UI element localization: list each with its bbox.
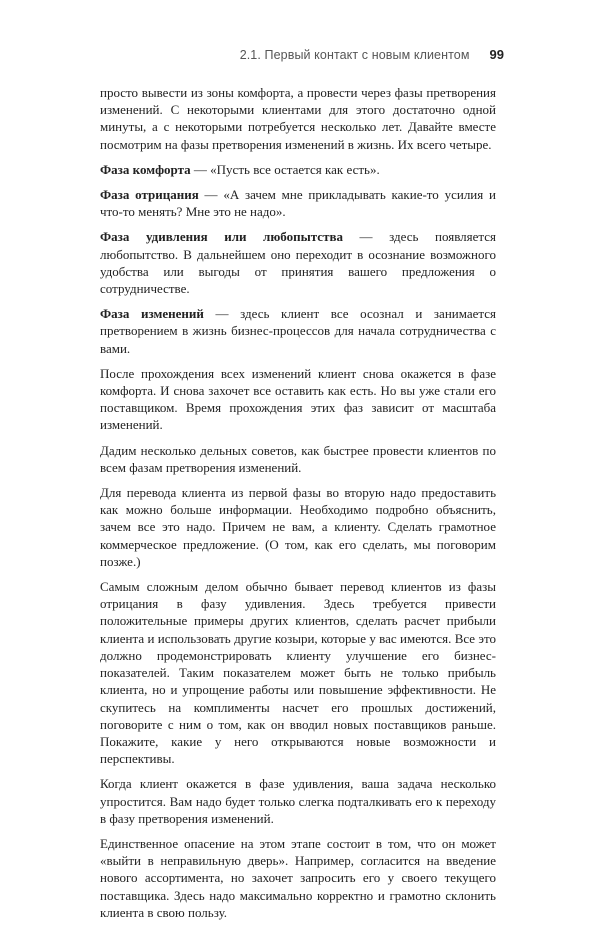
phase-description: — здесь клиент все осознал и занимается претворением в жизнь бизнес-процессов для начала сотрудничества с вами. (100, 306, 496, 356)
paragraph-text: Для перевода клиента из первой фазы во вторую надо предоставить как можно больше информации. Необходимо подробно объяснить, зачем все это надо. Причем не вам, а клиенту. Сделать грамотное коммерческое предложение. (О том, как его сделать, мы поговорим позже.) (100, 485, 496, 569)
paragraph (100, 775, 496, 827)
phase-definition (100, 305, 496, 357)
phase-definition (100, 186, 496, 220)
page-number: 99 (489, 47, 504, 62)
paragraph (100, 84, 496, 153)
paragraph-text: Единственное опасение на этом этапе состоит в том, что он может «выйти в неправильную дверь». Например, согласится на введение нового ассортимента, но захочет запросить его у своего текущего поставщика. Здесь надо максимально корректно и грамотно склонить клиента в свою пользу. (100, 835, 496, 920)
paragraph-text: Самым сложным делом обычно бывает перевод клиентов из фазы отрицания в фазу удивления. Здесь требуется привести положительные примеры других клиентов, сделать расчет прибыли клиента и использовать другие козыри, которые у вас имеются. Все это должно продемонстрировать клиенту улучшение его бизнес-показателей. Таким показателем может быть не только прибыль клиента, но и упрощение работы или повышение эффективности. Не скупитесь на комплименты насчет его прошлых достижений, поговорите с ним о том, как он вводил новых поставщиков раньше. Покажите, какие у него открываются новые возможности и перспективы. (100, 579, 496, 767)
body-text (100, 84, 496, 929)
paragraph-text: Дадим несколько дельных советов, как быстрее провести клиентов по всем фазам претворения изменений. (100, 442, 496, 475)
phase-definition (100, 228, 496, 297)
page-header (0, 47, 504, 62)
paragraph (100, 835, 496, 921)
paragraph (100, 365, 496, 434)
phase-description: — здесь появляется любопытство. В дальнейшем оно переходит в осознание возможного удобства или выгоды от принятия вашего предложения о сотрудничестве. (100, 229, 496, 297)
paragraph (100, 578, 496, 767)
paragraph (100, 442, 496, 476)
phase-term: Фаза отрицания (100, 187, 199, 203)
paragraph (100, 484, 496, 570)
paragraph-text: Когда клиент окажется в фазе удивления, ваша задача несколько упростится. Вам надо будет только слегка подталкивать его к переходу в фазу претворения изменений. (100, 776, 496, 826)
phase-definition (100, 161, 496, 178)
phase-description: — «Пусть все остается как есть». (190, 161, 380, 177)
running-head: 2.1. Первый контакт с новым клиентом (239, 48, 470, 62)
phase-term: Фаза удивления или любопытства (100, 229, 343, 245)
paragraph-text: просто вывести из зоны комфорта, а провести через фазы претворения изменений. С некоторыми клиентами для этого достаточно одной минуты, а с некоторыми потребуется несколько лет. Давайте вместе посмотрим на фазы претворения изменений в жизнь. Их всего четыре. (100, 85, 496, 152)
phase-description: — «А зачем мне прикладывать какие-то усилия и что-то менять? Мне это не надо». (100, 187, 496, 220)
paragraph-text: После прохождения всех изменений клиент снова окажется в фазе комфорта. И снова захочет все оставить как есть. Но вы уже стали его поставщиком. Время прохождения этих фаз зависит от масштаба изменений. (100, 365, 496, 433)
phase-term: Фаза изменений (100, 306, 204, 322)
phase-term: Фаза комфорта (100, 161, 191, 177)
